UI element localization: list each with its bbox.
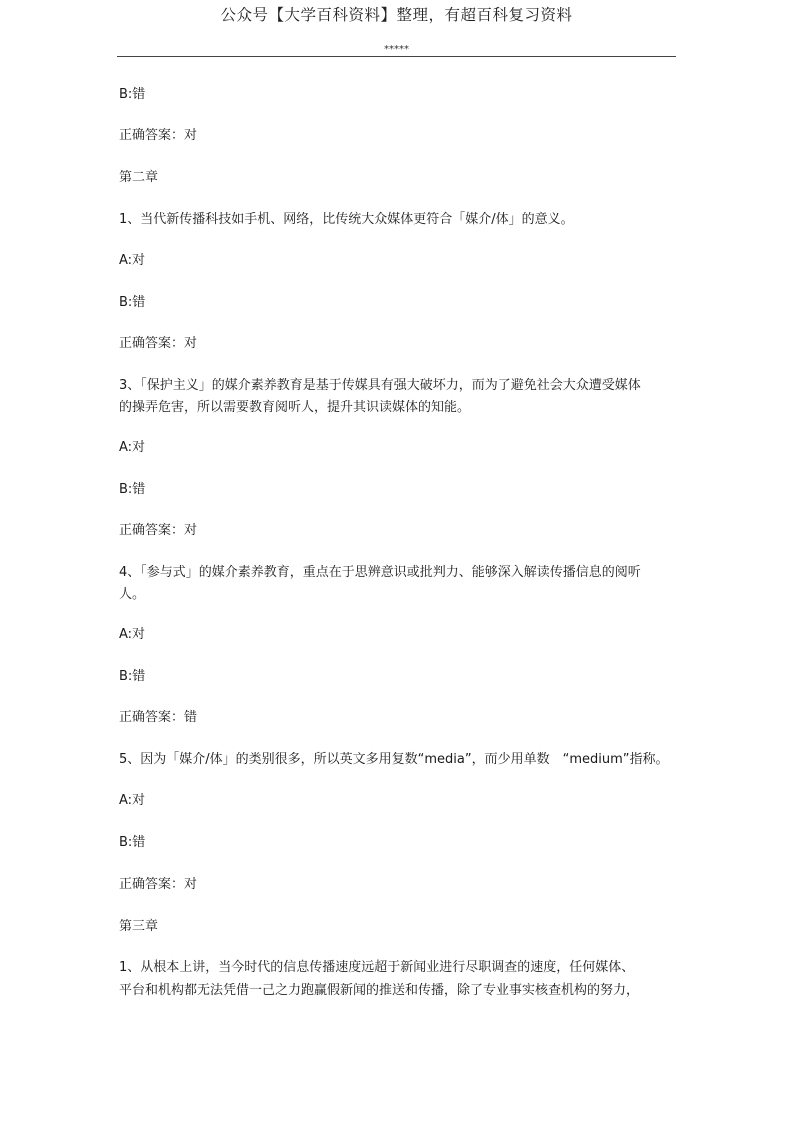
option-b: B:错 [119, 295, 146, 310]
correct-answer: 正确答案：对 [119, 877, 198, 892]
question-text: 1、从根本上讲，当今时代的信息传播速度远超于新闻业进行尽职调查的速度，任何媒体、 [119, 960, 635, 975]
correct-answer: 正确答案：对 [119, 128, 198, 143]
header-stars: ***** [384, 44, 409, 55]
option-b: B:错 [119, 87, 146, 102]
header-divider [117, 56, 676, 57]
correct-answer: 正确答案：错 [119, 710, 198, 725]
question-text: 1、当代新传播科技如手机、网络，比传统大众媒体更符合「媒介/体」的意义。 [119, 212, 574, 227]
question-text-continued: 的操弄危害，所以需要教育阅听人，提升其识读媒体的知能。 [119, 400, 471, 415]
page-header-title: 公众号【大学百科资料】整理，有超百科复习资料 [220, 6, 573, 24]
chapter-heading: 第二章 [119, 170, 159, 185]
option-a: A:对 [119, 793, 146, 808]
question-text-continued: 人。 [119, 587, 146, 602]
question-text: 5、因为「媒介/体」的类别很多，所以英文多用复数“media”，而少用单数 “medium”指称。 [119, 752, 669, 767]
option-a: A:对 [119, 627, 146, 642]
option-b: B:错 [119, 669, 146, 684]
option-b: B:错 [119, 835, 146, 850]
question-text: 4、「参与式」的媒介素养教育，重点在于思辨意识或批判力、能够深入解读传播信息的阅听 [119, 565, 641, 580]
option-b: B:错 [119, 482, 146, 497]
correct-answer: 正确答案：对 [119, 523, 198, 538]
question-text: 3、「保护主义」的媒介素养教育是基于传媒具有强大破坏力，而为了避免社会大众遭受媒体 [119, 378, 641, 393]
option-a: A:对 [119, 440, 146, 455]
chapter-heading: 第三章 [119, 919, 159, 934]
correct-answer: 正确答案：对 [119, 336, 198, 351]
option-a: A:对 [119, 253, 146, 268]
question-text-continued: 平台和机构都无法凭借一己之力跑赢假新闻的推送和传播，除了专业事实核查机构的努力， [119, 983, 640, 998]
